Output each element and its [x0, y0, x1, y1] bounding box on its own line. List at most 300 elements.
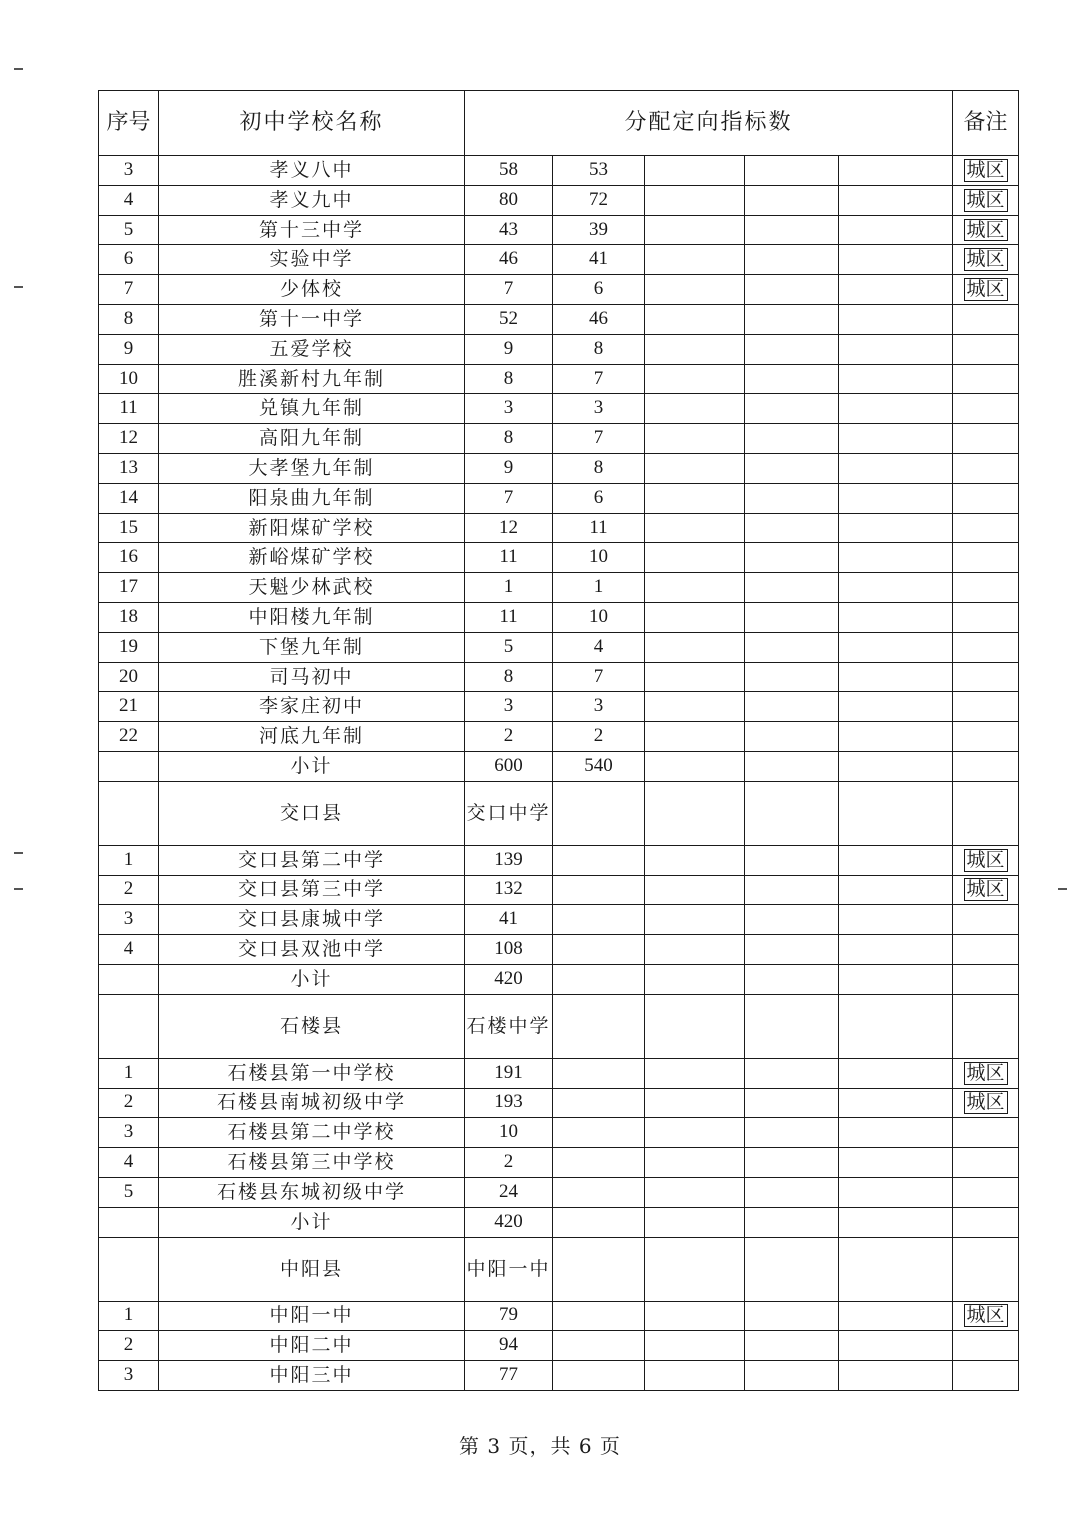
value-cell: 10: [465, 1118, 553, 1148]
table-cell: [645, 1331, 745, 1361]
value-cell: 11: [465, 543, 553, 573]
note-label: 城区: [964, 849, 1008, 872]
table-cell: [745, 483, 839, 513]
table-cell: [745, 905, 839, 935]
table-cell: [553, 1361, 645, 1391]
table-cell: [645, 602, 745, 632]
value-cell: 1: [465, 573, 553, 603]
value-cell: 9: [465, 453, 553, 483]
value-cell: 6: [553, 275, 645, 305]
table-cell: [645, 394, 745, 424]
county-header-row: [99, 994, 1019, 1058]
value-cell: 9: [465, 334, 553, 364]
school-name-cell: 少体校: [159, 275, 465, 305]
school-name-cell: 下堡九年制: [159, 632, 465, 662]
note-cell: [953, 602, 1019, 632]
seq-cell: 3: [99, 905, 159, 935]
table-cell: [745, 781, 839, 845]
table-cell: [839, 935, 953, 965]
note-cell: [953, 304, 1019, 334]
value-cell: 7: [465, 483, 553, 513]
note-cell: [953, 1058, 1019, 1088]
subtotal-value: 420: [465, 1207, 553, 1237]
table-cell: [839, 513, 953, 543]
table-cell: [645, 1207, 745, 1237]
table-cell: [745, 994, 839, 1058]
value-cell: 12: [465, 513, 553, 543]
table-cell: [645, 994, 745, 1058]
table-row: [99, 1361, 1019, 1391]
table-cell: [745, 1148, 839, 1178]
value-cell: 79: [465, 1301, 553, 1331]
table-cell: [745, 334, 839, 364]
value-cell: 52: [465, 304, 553, 334]
school-name-cell: 石楼县第一中学校: [159, 1058, 465, 1088]
value-cell: 11: [553, 513, 645, 543]
seq-cell: 3: [99, 1118, 159, 1148]
seq-cell: 3: [99, 1361, 159, 1391]
seq-cell: 11: [99, 394, 159, 424]
note-cell: [953, 1148, 1019, 1178]
table-cell: [745, 185, 839, 215]
seq-cell: 1: [99, 1301, 159, 1331]
table-row: [99, 483, 1019, 513]
table-cell: [645, 1118, 745, 1148]
table-cell: [553, 1118, 645, 1148]
value-cell: 24: [465, 1177, 553, 1207]
table-cell: [839, 483, 953, 513]
table-cell: [645, 1237, 745, 1301]
note-cell: [953, 453, 1019, 483]
table-row: [99, 935, 1019, 965]
table-cell: [645, 1148, 745, 1178]
seq-cell: 16: [99, 543, 159, 573]
value-cell: 39: [553, 215, 645, 245]
seq-cell: 2: [99, 1088, 159, 1118]
school-name-cell: 实验中学: [159, 245, 465, 275]
table-cell: [839, 424, 953, 454]
table-cell: [839, 994, 953, 1058]
value-cell: 2: [553, 722, 645, 752]
school-name-cell: 石楼县东城初级中学: [159, 1177, 465, 1207]
table-cell: [745, 1118, 839, 1148]
table-cell: [645, 632, 745, 662]
school-name-cell: 石楼县第二中学校: [159, 1118, 465, 1148]
table-cell: [645, 245, 745, 275]
table-cell: [645, 1177, 745, 1207]
table-cell: [839, 1331, 953, 1361]
subtotal-row: [99, 751, 1019, 781]
value-cell: 46: [553, 304, 645, 334]
table-cell: [553, 845, 645, 875]
table-cell: [839, 662, 953, 692]
note-label: 城区: [964, 278, 1008, 301]
school-name-cell: 河底九年制: [159, 722, 465, 752]
school-name-cell: 石楼县南城初级中学: [159, 1088, 465, 1118]
note-cell: [953, 935, 1019, 965]
page-footer: 第 3 页，共 6 页: [459, 1434, 621, 1458]
table-cell: [645, 935, 745, 965]
school-name-cell: 阳泉曲九年制: [159, 483, 465, 513]
header-name: 初中学校名称: [159, 91, 465, 156]
school-name-cell: 孝义八中: [159, 156, 465, 186]
table-cell: [745, 394, 839, 424]
value-cell: 46: [465, 245, 553, 275]
seq-cell: 9: [99, 334, 159, 364]
note-cell: [953, 1301, 1019, 1331]
note-cell: [953, 543, 1019, 573]
seq-cell: 3: [99, 156, 159, 186]
table-cell: [645, 662, 745, 692]
table-row: [99, 245, 1019, 275]
table-row: [99, 364, 1019, 394]
table-cell: [645, 334, 745, 364]
seq-cell: 13: [99, 453, 159, 483]
scan-mark: [14, 888, 23, 890]
school-name-cell: 中阳三中: [159, 1361, 465, 1391]
note-cell: [953, 364, 1019, 394]
table-cell: [645, 543, 745, 573]
value-cell: 3: [465, 692, 553, 722]
value-cell: 94: [465, 1331, 553, 1361]
table-cell: [839, 573, 953, 603]
table-cell: [745, 513, 839, 543]
subtotal-value: 540: [553, 751, 645, 781]
table-row: [99, 632, 1019, 662]
table-cell: [839, 215, 953, 245]
table-cell: [839, 751, 953, 781]
table-cell: [553, 875, 645, 905]
county-name: 中阳县: [159, 1237, 465, 1301]
header-note: 备注: [953, 91, 1019, 156]
note-cell: [953, 875, 1019, 905]
table-cell: [745, 1237, 839, 1301]
seq-cell: 12: [99, 424, 159, 454]
seq-cell: 8: [99, 304, 159, 334]
note-label: 城区: [964, 1304, 1008, 1327]
table-cell: [645, 215, 745, 245]
table-cell: [745, 245, 839, 275]
table-row: [99, 513, 1019, 543]
table-cell: [745, 424, 839, 454]
value-cell: 108: [465, 935, 553, 965]
table-row: [99, 543, 1019, 573]
table-cell: [839, 875, 953, 905]
note-cell: [953, 722, 1019, 752]
table-cell: [645, 1058, 745, 1088]
table-cell: [839, 1237, 953, 1301]
school-name-cell: 中阳楼九年制: [159, 602, 465, 632]
table-row: [99, 424, 1019, 454]
table-cell: [839, 334, 953, 364]
value-cell: 8: [465, 424, 553, 454]
table-cell: [645, 513, 745, 543]
subtotal-label: 小计: [159, 751, 465, 781]
table-cell: [953, 781, 1019, 845]
table-row: [99, 1118, 1019, 1148]
value-cell: 10: [553, 602, 645, 632]
note-label: 城区: [964, 1091, 1008, 1114]
table-cell: [745, 573, 839, 603]
table-cell: [645, 483, 745, 513]
table-row: [99, 1058, 1019, 1088]
value-cell: 11: [465, 602, 553, 632]
seq-cell: 2: [99, 1331, 159, 1361]
value-cell: 7: [553, 364, 645, 394]
table-cell: [645, 751, 745, 781]
note-label: 城区: [964, 189, 1008, 212]
table-cell: [645, 845, 745, 875]
table-cell: [839, 964, 953, 994]
table-cell: [553, 1148, 645, 1178]
value-cell: 8: [465, 364, 553, 394]
note-label: 城区: [964, 219, 1008, 242]
table-cell: [839, 692, 953, 722]
table-cell: [839, 185, 953, 215]
note-cell: [953, 424, 1019, 454]
note-cell: [953, 905, 1019, 935]
seq-cell: 5: [99, 1177, 159, 1207]
table-row: [99, 905, 1019, 935]
seq-cell: 7: [99, 275, 159, 305]
table-cell: [745, 632, 839, 662]
school-name-cell: 中阳二中: [159, 1331, 465, 1361]
table-cell: [745, 722, 839, 752]
value-cell: 6: [553, 483, 645, 513]
value-cell: 8: [553, 453, 645, 483]
table-cell: [645, 275, 745, 305]
table-cell: [745, 304, 839, 334]
header-seq: 序号: [99, 91, 159, 156]
table-cell: [839, 722, 953, 752]
table-cell: [839, 275, 953, 305]
table-header-row: [99, 91, 1019, 156]
note-cell: [953, 692, 1019, 722]
table-cell: [745, 1361, 839, 1391]
school-name-cell: 交口县双池中学: [159, 935, 465, 965]
value-cell: 191: [465, 1058, 553, 1088]
table-cell: [745, 1331, 839, 1361]
table-cell: [645, 692, 745, 722]
table-cell: [745, 156, 839, 186]
table-cell: [645, 905, 745, 935]
table-cell: [745, 543, 839, 573]
seq-cell: 10: [99, 364, 159, 394]
table-cell: [839, 781, 953, 845]
table-row: [99, 156, 1019, 186]
table-row: [99, 275, 1019, 305]
table-cell: [839, 1177, 953, 1207]
table-cell: [953, 964, 1019, 994]
school-name-cell: 交口县康城中学: [159, 905, 465, 935]
table-cell: [745, 602, 839, 632]
note-cell: [953, 1361, 1019, 1391]
value-cell: 53: [553, 156, 645, 186]
value-cell: 132: [465, 875, 553, 905]
table-cell: [645, 722, 745, 752]
seq-cell: 17: [99, 573, 159, 603]
table-cell: [953, 751, 1019, 781]
table-cell: [645, 364, 745, 394]
school-name-cell: 交口县第二中学: [159, 845, 465, 875]
table-cell: [645, 304, 745, 334]
seq-cell: 2: [99, 875, 159, 905]
seq-cell: 1: [99, 845, 159, 875]
scan-mark: [1058, 888, 1067, 890]
table-cell: [553, 964, 645, 994]
table-cell: [745, 453, 839, 483]
table-cell: [99, 1207, 159, 1237]
value-cell: 5: [465, 632, 553, 662]
county-header-row: [99, 781, 1019, 845]
table-cell: [553, 935, 645, 965]
table-row: [99, 215, 1019, 245]
table-cell: [645, 1301, 745, 1331]
seq-cell: 5: [99, 215, 159, 245]
value-cell: 7: [465, 275, 553, 305]
value-cell: 58: [465, 156, 553, 186]
table-cell: [839, 364, 953, 394]
table-cell: [839, 156, 953, 186]
table-cell: [839, 1301, 953, 1331]
note-cell: [953, 185, 1019, 215]
school-name-cell: 高阳九年制: [159, 424, 465, 454]
value-cell: 4: [553, 632, 645, 662]
table-cell: [745, 1207, 839, 1237]
value-cell: 8: [553, 334, 645, 364]
table-row: [99, 185, 1019, 215]
table-cell: [745, 1088, 839, 1118]
seq-cell: 4: [99, 935, 159, 965]
table-row: [99, 722, 1019, 752]
table-cell: [645, 185, 745, 215]
table-cell: [745, 364, 839, 394]
table-cell: [745, 964, 839, 994]
scan-mark: [14, 68, 23, 70]
school-name-cell: 李家庄初中: [159, 692, 465, 722]
table-row: [99, 875, 1019, 905]
school-name-cell: 第十三中学: [159, 215, 465, 245]
school-name-cell: 司马初中: [159, 662, 465, 692]
note-label: 城区: [964, 878, 1008, 901]
table-cell: [745, 662, 839, 692]
subtotal-label: 小计: [159, 964, 465, 994]
subtotal-value: 420: [465, 964, 553, 994]
table-row: [99, 602, 1019, 632]
value-cell: 139: [465, 845, 553, 875]
table-cell: [839, 1207, 953, 1237]
school-name-cell: 新阳煤矿学校: [159, 513, 465, 543]
table-cell: [839, 245, 953, 275]
table-cell: [839, 394, 953, 424]
note-label: 城区: [964, 248, 1008, 271]
table-cell: [839, 543, 953, 573]
value-cell: 7: [553, 424, 645, 454]
value-cell: 2: [465, 722, 553, 752]
scan-mark: [14, 852, 23, 854]
table-cell: [839, 1148, 953, 1178]
seq-cell: 19: [99, 632, 159, 662]
table-cell: [645, 781, 745, 845]
table-row: [99, 845, 1019, 875]
table-row: [99, 334, 1019, 364]
table-cell: [645, 875, 745, 905]
value-cell: 80: [465, 185, 553, 215]
value-cell: 3: [553, 394, 645, 424]
note-cell: [953, 1331, 1019, 1361]
school-name-cell: 交口县第三中学: [159, 875, 465, 905]
subtotal-row: [99, 1207, 1019, 1237]
value-cell: 41: [465, 905, 553, 935]
table-row: [99, 1088, 1019, 1118]
note-label: 城区: [964, 159, 1008, 182]
county-high-school: 中阳一中: [465, 1237, 553, 1301]
seq-cell: 15: [99, 513, 159, 543]
table-cell: [645, 424, 745, 454]
table-cell: [745, 845, 839, 875]
note-cell: [953, 573, 1019, 603]
table-cell: [645, 964, 745, 994]
table-row: [99, 573, 1019, 603]
table-cell: [839, 453, 953, 483]
table-cell: [839, 1058, 953, 1088]
table-cell: [745, 935, 839, 965]
table-cell: [745, 1058, 839, 1088]
note-cell: [953, 394, 1019, 424]
table-row: [99, 304, 1019, 334]
table-row: [99, 692, 1019, 722]
table-cell: [553, 1331, 645, 1361]
value-cell: 77: [465, 1361, 553, 1391]
table-cell: [553, 994, 645, 1058]
note-label: 城区: [964, 1062, 1008, 1085]
table-cell: [839, 1361, 953, 1391]
table-cell: [839, 905, 953, 935]
table-cell: [645, 573, 745, 603]
subtotal-value: 600: [465, 751, 553, 781]
subtotal-label: 小计: [159, 1207, 465, 1237]
school-name-cell: 新峪煤矿学校: [159, 543, 465, 573]
table-cell: [553, 781, 645, 845]
table-cell: [953, 1237, 1019, 1301]
school-name-cell: 五爱学校: [159, 334, 465, 364]
note-cell: [953, 1118, 1019, 1148]
school-name-cell: 孝义九中: [159, 185, 465, 215]
school-name-cell: 兑镇九年制: [159, 394, 465, 424]
value-cell: 7: [553, 662, 645, 692]
table-cell: [839, 602, 953, 632]
table-cell: [745, 751, 839, 781]
county-header-row: [99, 1237, 1019, 1301]
seq-cell: 22: [99, 722, 159, 752]
note-cell: [953, 513, 1019, 543]
value-cell: 3: [553, 692, 645, 722]
seq-cell: 18: [99, 602, 159, 632]
table-cell: [745, 1177, 839, 1207]
seq-cell: 20: [99, 662, 159, 692]
note-cell: [953, 156, 1019, 186]
note-cell: [953, 1088, 1019, 1118]
county-name: 石楼县: [159, 994, 465, 1058]
seq-cell: 1: [99, 1058, 159, 1088]
table-cell: [553, 1301, 645, 1331]
table-cell: [99, 964, 159, 994]
value-cell: 41: [553, 245, 645, 275]
table-cell: [553, 1088, 645, 1118]
value-cell: 10: [553, 543, 645, 573]
seq-cell: 6: [99, 245, 159, 275]
county-high-school: 交口中学: [465, 781, 553, 845]
